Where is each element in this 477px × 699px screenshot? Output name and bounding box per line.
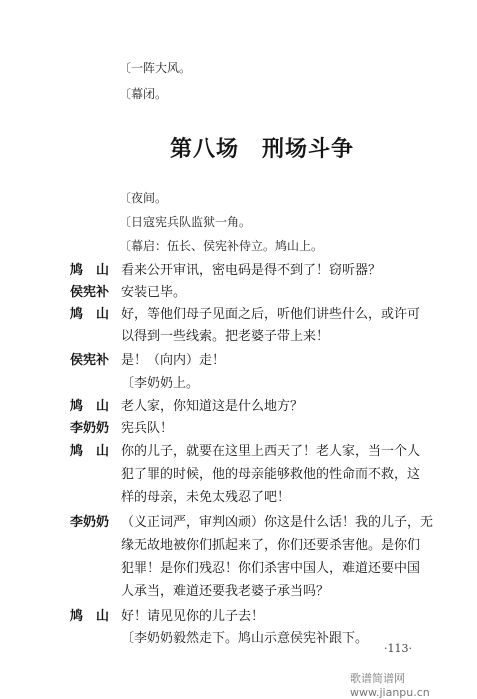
dialogue-line: 看来公开审讯，密电码是得不到了！窃听器？	[121, 263, 382, 278]
dialogue-line: 好！请见见你的儿子去！	[121, 609, 265, 624]
watermark: 歌谱简谱网 www.jianpu.cn	[350, 672, 430, 699]
scene-title: 第八场 刑场斗争	[170, 136, 355, 162]
stage-direction: 〔夜间。	[119, 191, 168, 205]
dialogue-line: 以得到一些线索。把老婆子带上来！	[121, 329, 330, 344]
dialogue-line: 犯了罪的时候，他的母亲能够救他的性命而不救，这	[121, 467, 421, 482]
dialogue-line: 安装已毕。	[121, 285, 187, 300]
speaker-name: 侯宪补	[70, 285, 110, 300]
dialogue-line: 样的母亲，未免太残忍了吧！	[121, 490, 291, 505]
stage-direction: 〔李奶奶上。	[121, 376, 200, 391]
dialogue-line: 犯罪！是你们残忍！你们杀害中国人，难道还要中国	[121, 561, 421, 576]
dialogue-line: 是！（向内）走！	[121, 353, 226, 368]
speaker-name: 鸠 山	[70, 307, 110, 322]
dialogue-line: 老人家，你知道这是什么地方？	[121, 399, 304, 414]
dialogue-line: 宪兵队！	[121, 421, 174, 436]
speaker-name: 鸠 山	[70, 399, 110, 414]
speaker-name: 李奶奶	[70, 421, 110, 436]
speaker-name: 鸠 山	[70, 444, 110, 459]
speaker-name: 鸠 山	[70, 609, 110, 624]
dialogue-line: 人承当，难道还要我老婆子承当吗？	[121, 584, 330, 599]
dialogue-line: 好，等他们母子见面之后，听他们讲些什么，或许可	[121, 307, 421, 322]
page-number: ·113·	[384, 642, 412, 655]
stage-direction: 〔一阵大风。	[119, 61, 192, 75]
speaker-name: 鸠 山	[70, 263, 110, 278]
dialogue-line: 你的儿子，就要在这里上西天了！老人家，当一个人	[121, 444, 421, 459]
dialogue-line: （义正词严，审判凶顽）你这是什么话！我的儿子，无	[121, 515, 434, 530]
stage-direction: 〔幕闭。	[119, 87, 168, 101]
speaker-name: 李奶奶	[70, 515, 110, 530]
stage-direction: 〔幕启：伍长、侯宪补侍立。鸠山上。	[119, 239, 324, 253]
stage-direction: 〔日寇宪兵队监狱一角。	[119, 215, 252, 229]
speaker-name: 侯宪补	[70, 353, 110, 368]
stage-direction: 〔李奶奶毅然走下。鸠山示意侯宪补跟下。	[121, 631, 369, 646]
dialogue-line: 缘无故地被你们抓起来了，你们还要杀害他。是你们	[121, 538, 421, 553]
